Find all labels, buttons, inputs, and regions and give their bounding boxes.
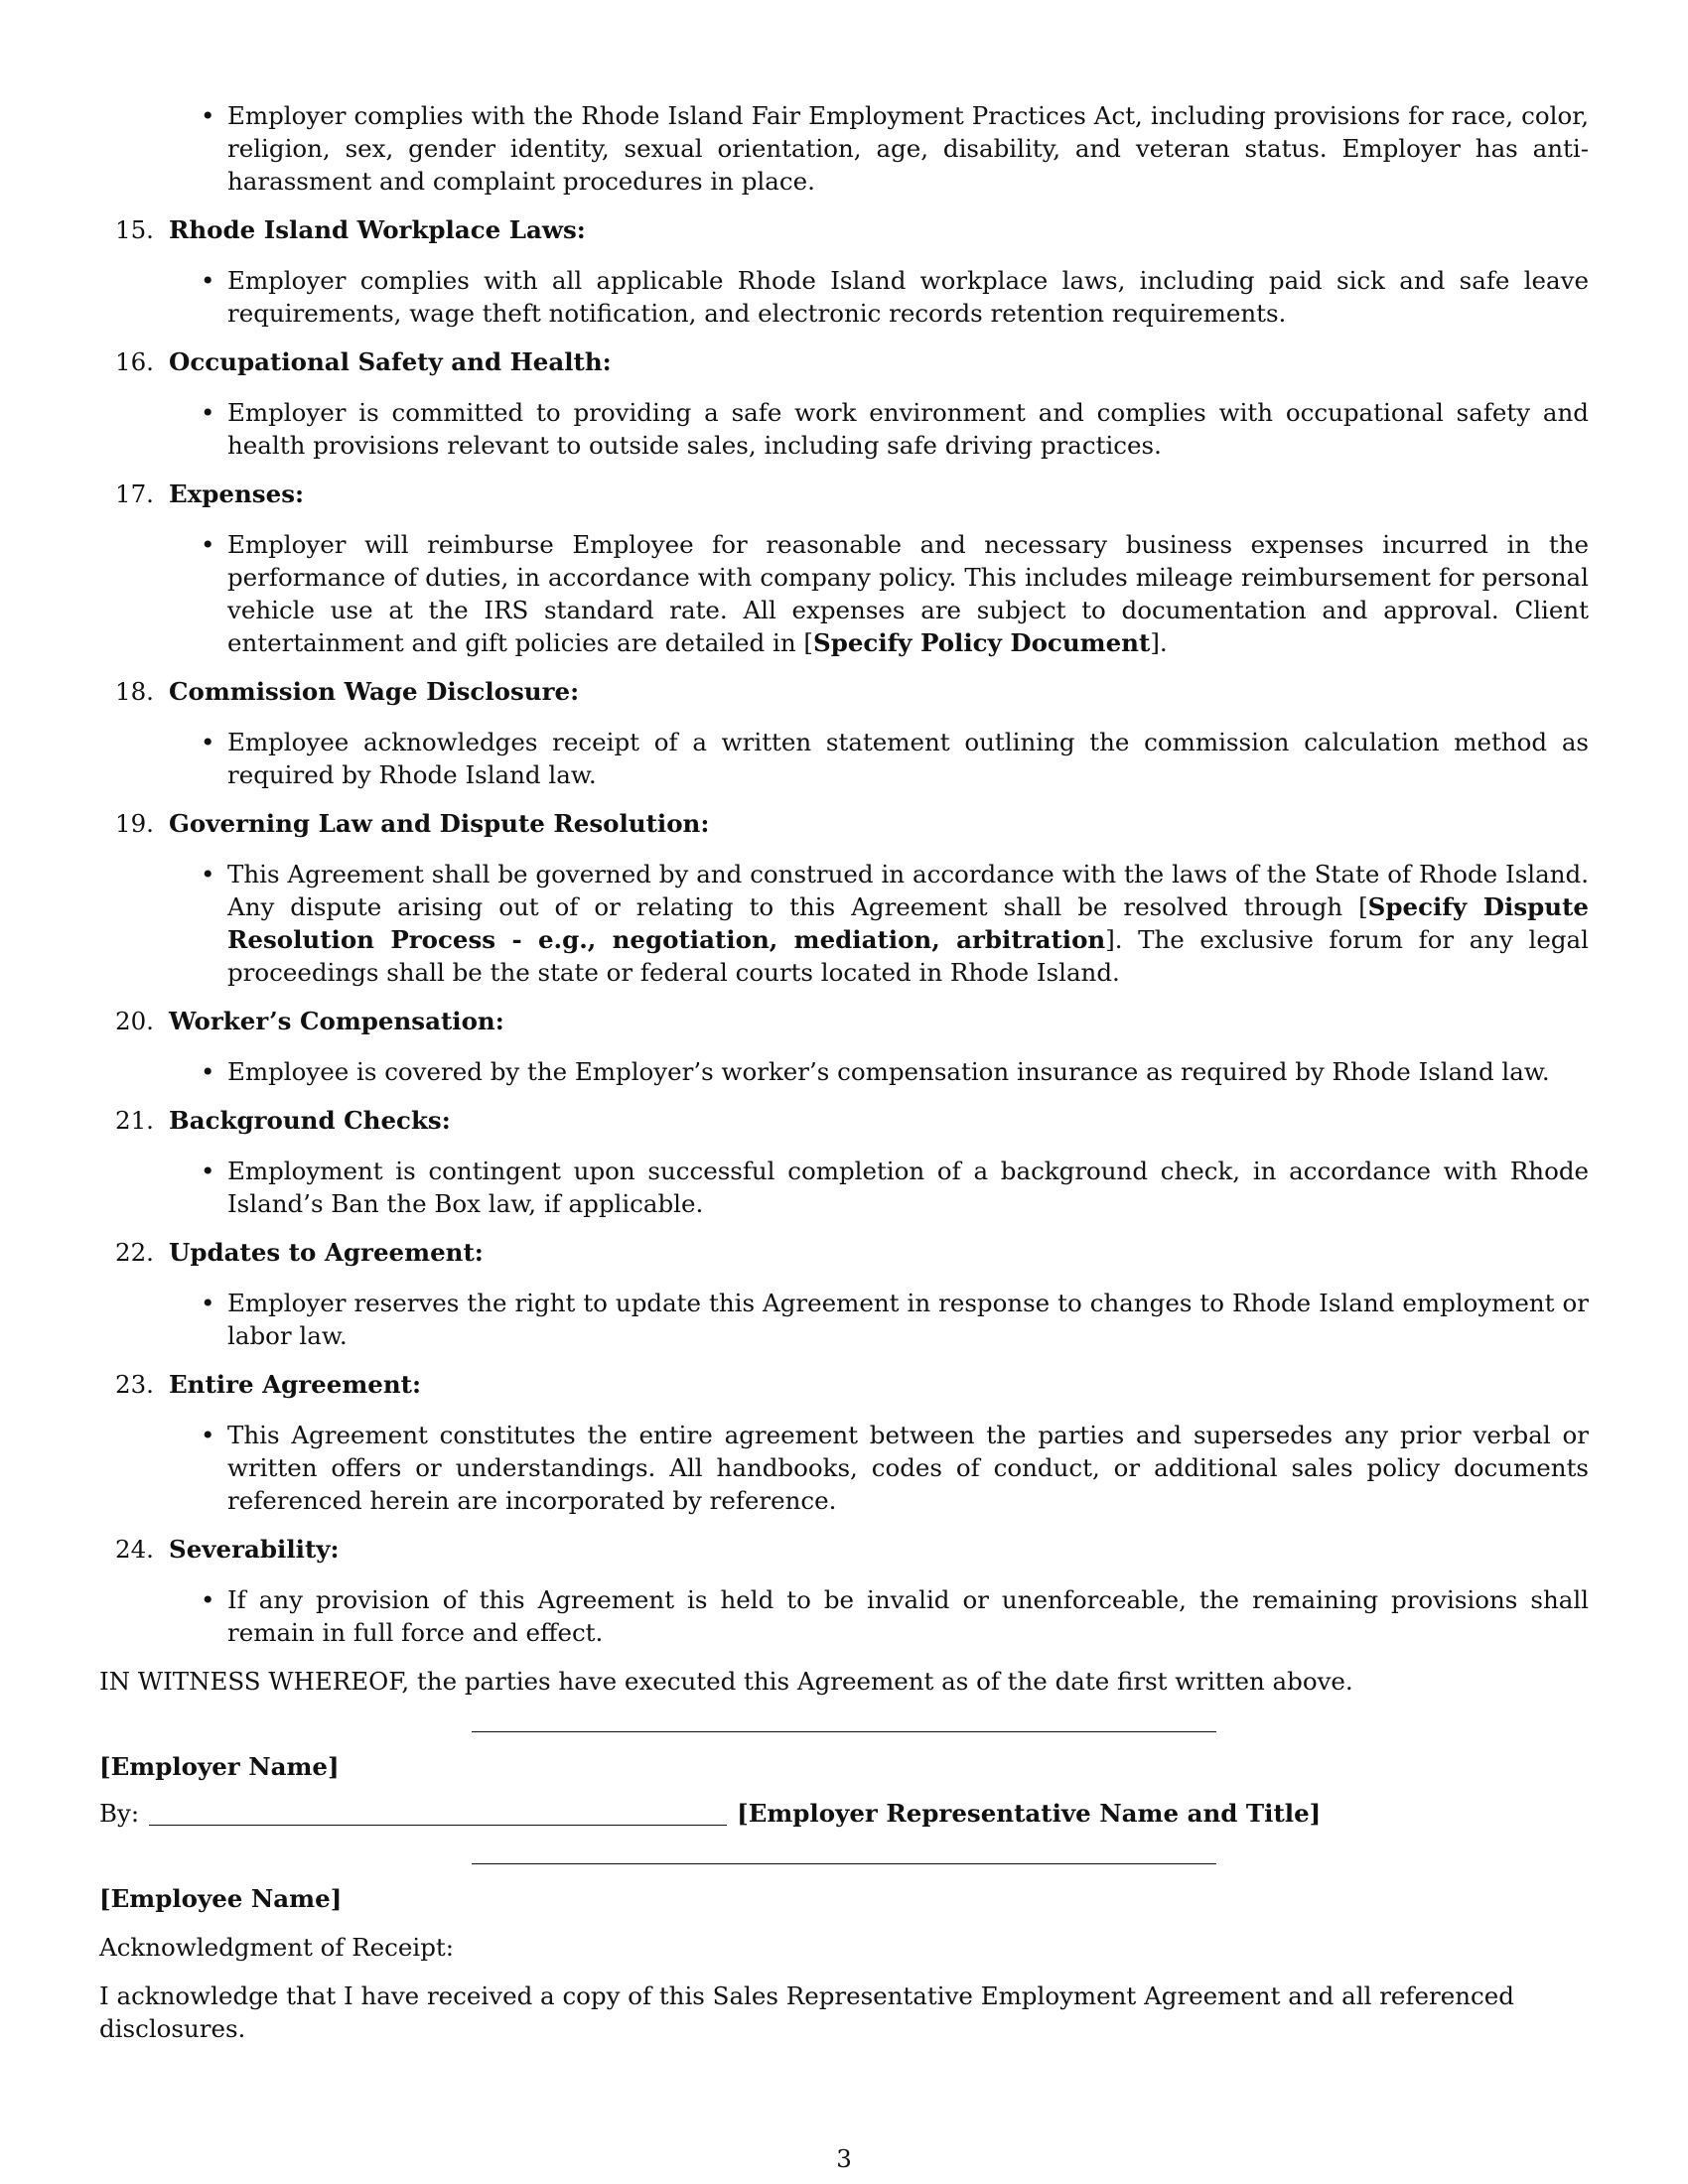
section-heading (99, 478, 1589, 510)
by-signature-line[interactable] (149, 1803, 727, 1826)
employee-signature-line[interactable] (472, 1863, 1216, 1864)
section (99, 675, 1589, 791)
section-body: This Agreement shall be governed by and construed in accordance with the laws of the State of Rhode Island. Any dispute arising out of or relating to this Agreement shall be resolved through [ (227, 860, 1589, 921)
section-body: Employment is contingent upon successful completion of a background check, in accordance with Rhode Island’s Ban the Box law, if applicable. (227, 1157, 1589, 1218)
page-number: 3 (836, 2144, 852, 2173)
section-heading (99, 675, 1589, 708)
section-body-end: ]. (1150, 628, 1168, 657)
section-bullet (99, 396, 1589, 462)
section-body: Employee acknowledges receipt of a written statement outlining the commission calculation method as required by Rhode Island law. (227, 728, 1589, 789)
employer-signature-line[interactable] (472, 1731, 1216, 1732)
section-title: Rhode Island Workplace Laws: (169, 215, 586, 244)
section-number: 18. (115, 677, 154, 706)
section-heading (99, 807, 1589, 840)
section-heading (99, 1533, 1589, 1566)
section-number: 19. (115, 809, 154, 838)
section-body-bold: Specify Dispute Resolution Process - e.g., negotiation, mediation, arbitration (227, 892, 1589, 954)
section-bullet (99, 858, 1589, 989)
section-heading (99, 1368, 1589, 1401)
section-number: 20. (115, 1007, 154, 1035)
section (99, 1005, 1589, 1088)
section-body: Employer is committed to providing a safe work environment and complies with occupational safety and health provisions relevant to outside sales, including safe driving practices. (227, 398, 1589, 460)
section (99, 807, 1589, 989)
section (99, 1368, 1589, 1517)
section-title: Occupational Safety and Health: (169, 347, 612, 376)
intro-bullet: • Employer complies with the Rhode Island Fair Employment Practices Act, including provisions for race, color, religion, sex, gender identity, sexual orientation, age, disability, and veteran status. Employer has anti-harassment and complaint procedures in place. (99, 99, 1589, 198)
section-number: 23. (115, 1370, 154, 1399)
section-body: If any provision of this Agreement is held to be invalid or unenforceable, the remaining provisions shall remain in full force and effect. (227, 1585, 1589, 1647)
section-title: Commission Wage Disclosure: (169, 677, 580, 706)
section (99, 213, 1589, 330)
employer-name: [Employer Name] (99, 1752, 340, 1781)
section-bullet (99, 528, 1589, 659)
section-body: Employer will reimburse Employee for reasonable and necessary business expenses incurred in the performance of duties, in accordance with company policy. This includes mileage reimbursement for personal vehicle use at the IRS standard rate. All expenses are subject to documentation and approval. Client entertainment and gift policies are detailed in [ (227, 530, 1589, 657)
section-body: This Agreement constitutes the entire agreement between the parties and supersedes any prior verbal or written offers or understandings. All handbooks, codes of conduct, or additional sales policy documents referenced herein are incorporated by reference. (227, 1421, 1589, 1515)
section-bullet (99, 1287, 1589, 1352)
section-bullet (99, 1419, 1589, 1517)
section-body: Employee is covered by the Employer’s worker’s compensation insurance as required by Rhode Island law. (227, 1057, 1550, 1086)
section-bullet (99, 1055, 1589, 1088)
section-heading (99, 1005, 1589, 1037)
acknowledgment-text: I acknowledge that I have received a copy of this Sales Representative Employment Agreement and all referenced disclosures. (99, 1981, 1514, 2043)
witness-statement: IN WITNESS WHEREOF, the parties have executed this Agreement as of the date first written above. (99, 1667, 1353, 1696)
document-page (99, 99, 1589, 2045)
section-title: Worker’s Compensation: (169, 1007, 504, 1035)
section-heading (99, 1236, 1589, 1269)
section-heading (99, 1104, 1589, 1137)
section-body: Employer complies with all applicable Rhode Island workplace laws, including paid sick and safe leave requirements, wage theft notification, and electronic records retention requirements. (227, 266, 1589, 328)
acknowledgment-heading: Acknowledgment of Receipt: (99, 1933, 454, 1962)
section-bullet (99, 264, 1589, 330)
by-label: By: (99, 1799, 140, 1828)
section-number: 15. (115, 215, 154, 244)
section-title: Background Checks: (169, 1106, 451, 1135)
section-number: 16. (115, 347, 154, 376)
section-title: Severability: (169, 1535, 340, 1564)
employee-name: [Employee Name] (99, 1884, 343, 1913)
section-title: Entire Agreement: (169, 1370, 422, 1399)
section-heading (99, 213, 1589, 246)
section-title: Updates to Agreement: (169, 1238, 484, 1267)
section (99, 1533, 1589, 1649)
by-row (99, 1797, 1589, 1830)
section-number: 22. (115, 1238, 154, 1267)
section-bullet (99, 1583, 1589, 1649)
section-body: Employer reserves the right to update this Agreement in response to changes to Rhode Island employment or labor law. (227, 1289, 1589, 1350)
section-number: 24. (115, 1535, 154, 1564)
section-body-bold: Specify Policy Document (813, 628, 1151, 657)
employer-representative: [Employer Representative Name and Title] (737, 1799, 1322, 1828)
section-number: 21. (115, 1106, 154, 1135)
section (99, 1104, 1589, 1220)
section (99, 478, 1589, 659)
section (99, 345, 1589, 462)
section-number: 17. (115, 479, 154, 508)
section-title: Governing Law and Dispute Resolution: (169, 809, 710, 838)
sections-list (99, 213, 1589, 1649)
section-bullet (99, 726, 1589, 791)
section-bullet (99, 1155, 1589, 1220)
section (99, 1236, 1589, 1352)
section-heading (99, 345, 1589, 378)
section-title: Expenses: (169, 479, 305, 508)
section-body-end: ]. The exclusive forum for any legal proceedings shall be the state or federal courts located in Rhode Island. (227, 925, 1590, 987)
